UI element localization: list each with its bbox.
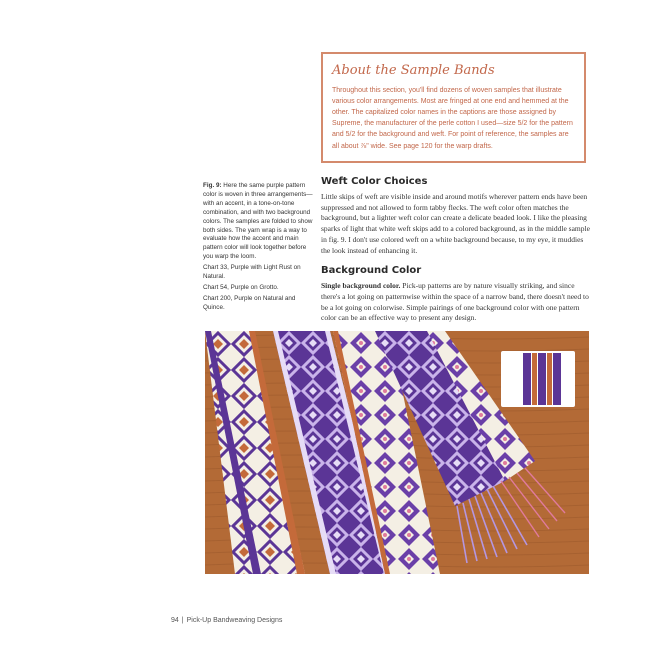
woven-bands-photo [205,331,589,574]
paragraph-weft-color [321,192,591,256]
paragraph-background-color [321,281,591,324]
footer-separator: | [181,617,184,624]
caption-fig-label: Fig. 9: [203,182,222,189]
caption-text: Here the same purple pattern color is woven in three arrangements—with an accent, in a tone-on-tone combination, and with two background colors. The samples are folded to show both sides. The yarn wrap is a way to evaluate how the accent and main pattern color will look together before you warp the loom. [203,182,313,261]
caption-chart-3: Chart 200, Purple on Natural and Quince. [203,294,296,311]
page-number: 94 [171,617,179,624]
caption-chart-2: Chart 54, Purple on Grotto. [203,283,279,291]
woven-bands-illustration [205,331,589,574]
paragraph-weft-text: Little skips of weft are visible inside and around motifs wherever pattern ends have been suppressed and not allowed to form tabby flecks. The weft color often matches the background, but a lighter weft color can create a delicate beaded look. I like the pleasing sparks of light that white weft skips add to a colored background, as in the middle sample in fig. 9. I don't use colored weft on a white background because, to my eye, it muddies the look instead of enhancing it. [321,192,590,255]
caption-main [203,182,313,262]
sidebar-body: Throughout this section, you'll find dozens of woven samples that illustrate various color arrangements. Most are fringed at one end and hemmed at the other. The capitalized color names in the captions are those assigned by Supreme, the manufacturer of the perle cotton I used—size 5/2 for the pattern and 5/2 for the background and weft. For point of reference, the samples are all about ⅞" wide. See page 120 for the warp drafts. [332,86,573,150]
book-title: Pick-Up Bandweaving Designs [186,617,283,624]
sidebar-title: About the Sample Bands [332,63,495,78]
caption-chart-1: Chart 33, Purple with Light Rust on Natural. [203,264,301,281]
main-text [321,174,591,333]
figure-caption [203,182,313,315]
heading-weft-color: Weft Color Choices [321,176,428,187]
sidebar-box [321,52,586,163]
yarn-wrap-card [501,351,575,407]
page-footer [171,617,282,624]
paragraph-background-text: Pick-up patterns are by nature visually striking, and since there's a lot going on patternwise within the space of a narrow band, there doesn't need to be a lot going on colorwise. Simple pairings of one background color with one pattern color can be an effective way to present any design. [321,281,589,323]
heading-background-color: Background Color [321,265,422,277]
paragraph-lead: Single background color. [321,281,401,291]
